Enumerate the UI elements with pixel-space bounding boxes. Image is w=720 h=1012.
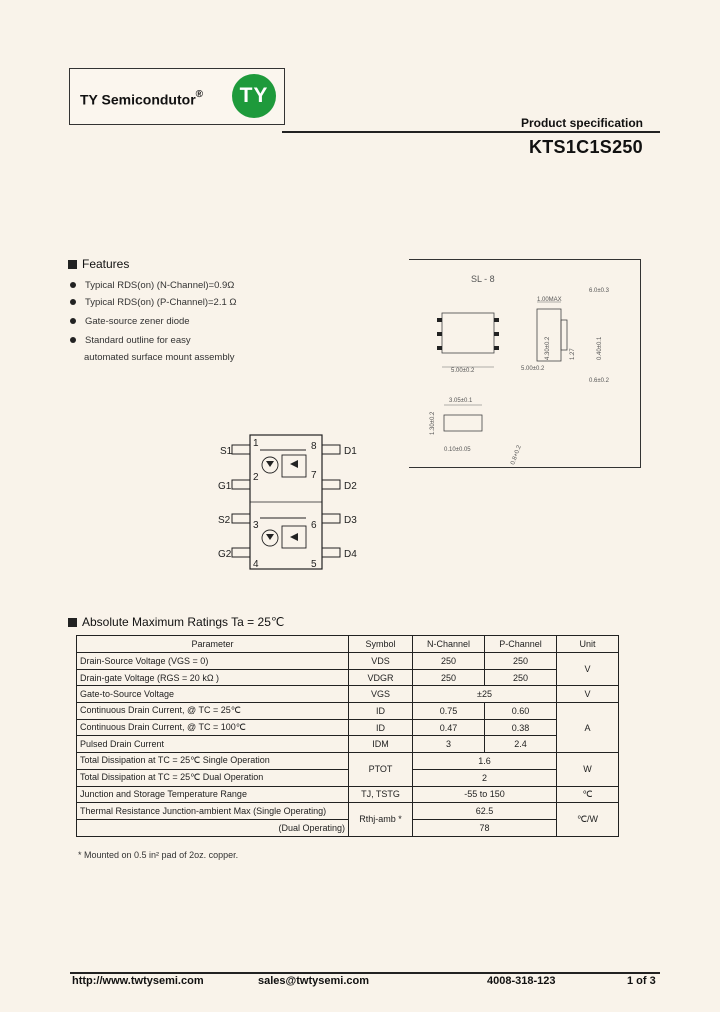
company-logo-box [69, 68, 285, 125]
column-header: P-Channel [485, 636, 557, 653]
column-header: Parameter [77, 636, 349, 653]
pin-label: D4 [344, 549, 357, 560]
pin-number: 5 [311, 559, 317, 570]
pin-number: 8 [311, 441, 317, 452]
column-header: N-Channel [413, 636, 485, 653]
feature-item-continuation: automated surface mount assembly [84, 352, 235, 363]
footer-divider [70, 972, 660, 974]
table-row: Drain-gate Voltage (RGS = 20 kΩ ) VDGR 250 250 [77, 669, 619, 686]
dimension-label: 3.05±0.1 [449, 398, 473, 404]
pin-number: 4 [253, 559, 259, 570]
table-row: Continuous Drain Current, @ TC = 25℃ ID 0.75 0.60 A [77, 703, 619, 720]
pin-number: 7 [311, 470, 317, 481]
pin-number: 3 [253, 520, 259, 531]
spec-label: Product specification [520, 116, 643, 130]
dimension-label: 5.00±0.2 [521, 366, 545, 372]
features-heading: Features [68, 257, 129, 271]
bullet-icon [70, 282, 76, 288]
company-name: TY Semicondutor® [80, 89, 204, 108]
package-name: SL - 8 [471, 274, 495, 284]
part-number: KTS1C1S250 [528, 137, 643, 157]
feature-item: Typical RDS(on) (N-Channel)=0.9Ω [70, 280, 234, 291]
table-row: Junction and Storage Temperature Range TJ, TSTG -55 to 150 ℃ [77, 786, 619, 803]
table-header-row [77, 636, 619, 653]
ratings-heading: Absolute Maximum Ratings Ta = 25℃ [68, 615, 284, 629]
header-divider [282, 131, 660, 133]
package-outline-drawing [409, 259, 641, 468]
dimension-label: 1.27 [570, 348, 576, 360]
website-link[interactable]: http://www.twtysemi.com [72, 975, 204, 987]
dimension-label: 1.00MAX [537, 297, 562, 303]
table-row: Gate-to-Source Voltage VGS ±25 V [77, 686, 619, 703]
dimension-label: 1.30±0.2 [430, 411, 436, 435]
dimension-label: 5.00±0.2 [451, 368, 475, 374]
bullet-icon [70, 318, 76, 324]
pin-label: G2 [218, 549, 232, 560]
column-header: Symbol [349, 636, 413, 653]
page-number: 1 of 3 [627, 975, 656, 987]
table-row: (Dual Operating) 78 [77, 819, 619, 836]
dimension-label: 0.8+0.2 [510, 444, 523, 466]
dimension-label: 0.40±0.1 [597, 336, 603, 360]
table-row: Pulsed Drain Current IDM 3 2.4 [77, 736, 619, 753]
ty-logo-icon: TY [232, 74, 276, 118]
phone-number: 4008-318-123 [487, 975, 556, 987]
feature-item: Gate-source zener diode [70, 316, 190, 327]
pin-label: D2 [344, 481, 357, 492]
table-row: Total Dissipation at TC = 25℃ Dual Operation 2 [77, 769, 619, 786]
pin-label: D1 [344, 446, 357, 457]
dimension-label: 0.10±0.05 [444, 447, 471, 453]
dimension-label: 0.6±0.2 [589, 378, 609, 384]
table-row: Total Dissipation at TC = 25℃ Single Operation PTOT 1.6 W [77, 753, 619, 770]
feature-item: Typical RDS(on) (P-Channel)=2.1 Ω [70, 297, 237, 308]
table-row: Drain-Source Voltage (VGS = 0) VDS 250 250 V [77, 653, 619, 670]
pin-label: S2 [218, 515, 231, 526]
pin-label: S1 [220, 446, 233, 457]
ratings-table [76, 635, 619, 837]
pin-label: G1 [218, 481, 232, 492]
table-footnote: * Mounted on 0.5 in² pad of 2oz. copper. [78, 850, 239, 860]
dimension-label: 4.30±0.2 [545, 336, 551, 360]
email-link[interactable]: sales@twtysemi.com [258, 975, 369, 987]
pin-number: 6 [311, 520, 317, 531]
bullet-icon [70, 299, 76, 305]
pinout-schematic [214, 430, 364, 575]
square-bullet-icon [68, 618, 77, 627]
pin-number: 2 [253, 472, 259, 483]
dimension-label: 6.0±0.3 [589, 288, 609, 294]
pin-label: D3 [344, 515, 357, 526]
pin-number: 1 [253, 438, 259, 449]
column-header: Unit [557, 636, 619, 653]
feature-item: Standard outline for easy [70, 335, 191, 346]
table-row: Thermal Resistance Junction-ambient Max (Single Operating) Rthj-amb * 62.5 ℃/W [77, 803, 619, 820]
bullet-icon [70, 337, 76, 343]
table-row: Continuous Drain Current, @ TC = 100℃ ID 0.47 0.38 [77, 719, 619, 736]
square-bullet-icon [68, 260, 77, 269]
